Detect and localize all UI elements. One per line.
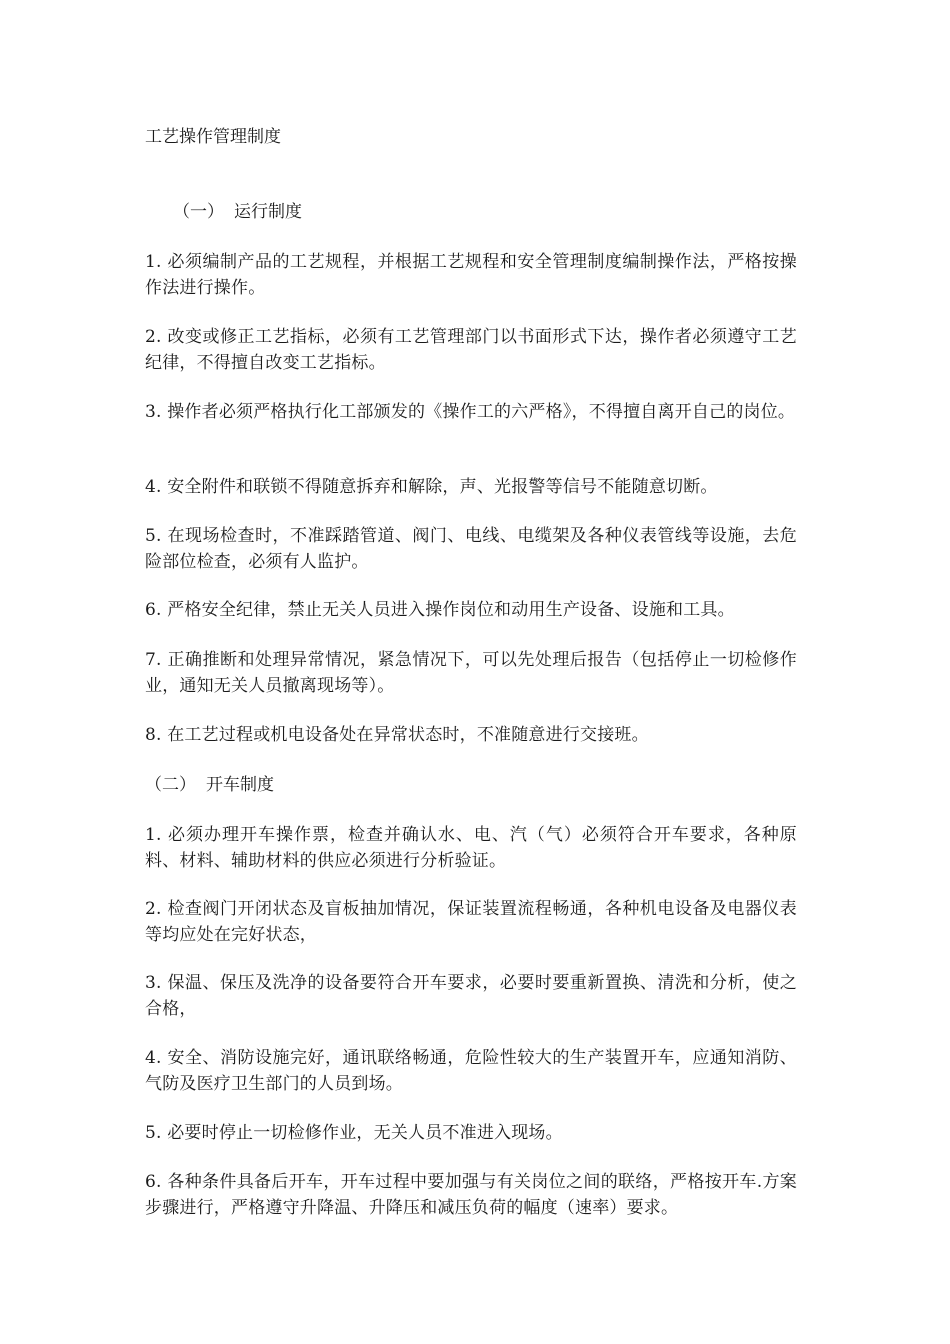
- paragraph: 5. 在现场检查时，不准踩踏管道、阀门、电线、电缆架及各种仪表管线等设施，去危险部位检查，必须有人监护。: [145, 526, 797, 572]
- paragraph: 7. 正确推断和处理异常情况，紧急情况下，可以先处理后报告（包括停止一切检修作业，通知无关人员撤离现场等）。: [145, 650, 797, 696]
- section-heading-1: [173, 199, 302, 225]
- paragraph: 2. 检查阀门开闭状态及盲板抽加情况，保证装置流程畅通，各种机电设备及电器仪表等均应处在完好状态，: [145, 899, 797, 945]
- section-title: 开车制度: [206, 775, 274, 795]
- paragraph: 6. 严格安全纪律，禁止无关人员进入操作岗位和动用生产设备、设施和工具。: [145, 600, 735, 620]
- paragraph: 4. 安全、消防设施完好，通讯联络畅通，危险性较大的生产装置开车，应通知消防、气防及医疗卫生部门的人员到场。: [145, 1048, 797, 1094]
- section-title: 运行制度: [234, 202, 302, 222]
- paragraph: 6. 各种条件具备后开车，开车过程中要加强与有关岗位之间的联络，严格按开车.方案步骤进行，严格遵守升降温、升降压和减压负荷的幅度（速率）要求。: [145, 1172, 797, 1218]
- paragraph: 5. 必要时停止一切检修作业，无关人员不准进入现场。: [145, 1123, 563, 1143]
- paragraph: 2. 改变或修正工艺指标，必须有工艺管理部门以书面形式下达，操作者必须遵守工艺纪律，不得擅自改变工艺指标。: [145, 327, 797, 373]
- paragraph: 1. 必须编制产品的工艺规程，并根据工艺规程和安全管理制度编制操作法，严格按操作法进行操作。: [145, 252, 797, 298]
- paragraph: 1. 必须办理开车操作票，检查并确认水、电、汽（气）必须符合开车要求，各种原料、材料、辅助材料的供应必须进行分析验证。: [145, 825, 797, 871]
- paragraph: 4. 安全附件和联锁不得随意拆弃和解除，声、光报警等信号不能随意切断。: [145, 477, 718, 497]
- document-title: 工艺操作管理制度: [145, 127, 281, 147]
- section-number: （二）: [145, 775, 196, 795]
- paragraph: 8. 在工艺过程或机电设备处在异常状态时，不准随意进行交接班。: [145, 725, 649, 745]
- section-heading-2: [145, 772, 274, 798]
- section-number: （一）: [173, 202, 224, 222]
- paragraph: 3. 保温、保压及洗净的设备要符合开车要求，必要时要重新置换、清洗和分析，使之合格，: [145, 973, 797, 1019]
- paragraph: 3. 操作者必须严格执行化工部颁发的《操作工的六严格》，不得擅自离开自己的岗位。: [145, 402, 796, 422]
